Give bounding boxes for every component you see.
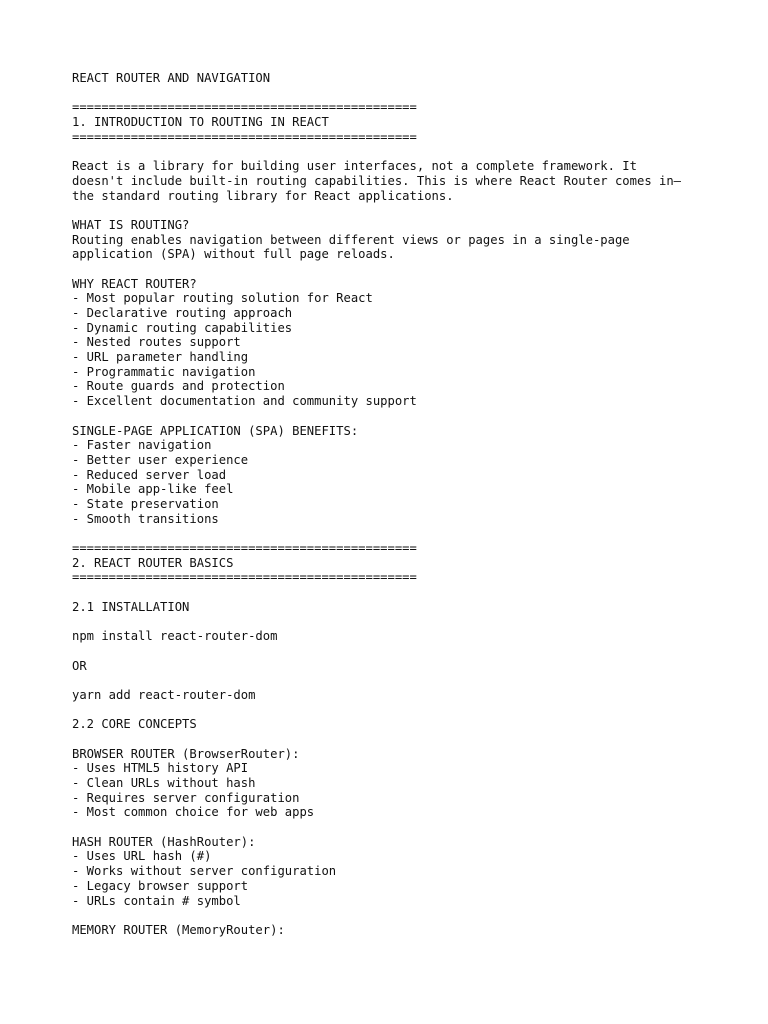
subheading: BROWSER ROUTER (BrowserRouter): <box>72 746 300 761</box>
list-item: - Legacy browser support <box>72 878 249 893</box>
list-item: - Uses HTML5 history API <box>72 761 249 776</box>
section-divider: =============================================== <box>72 541 417 555</box>
blank-line <box>72 732 712 747</box>
list-item: - Better user experience <box>72 452 249 467</box>
list-item: - Mobile app-like feel <box>72 482 234 497</box>
section-divider: =============================================== <box>72 129 417 144</box>
section-heading: 2. REACT ROUTER BASICS <box>72 555 234 570</box>
document-page <box>72 71 712 938</box>
blank-line <box>72 614 712 629</box>
blank-line <box>72 673 712 688</box>
subheading: SINGLE-PAGE APPLICATION (SPA) BENEFITS: <box>72 423 359 438</box>
blank-line <box>72 203 712 218</box>
subheading: 2.1 INSTALLATION <box>72 599 190 614</box>
list-item: - Faster navigation <box>72 438 212 453</box>
paragraph-line: Routing enables navigation between different views or pages in a single-page <box>72 232 630 247</box>
subheading: MEMORY ROUTER (MemoryRouter): <box>72 922 285 937</box>
blank-line <box>72 585 712 600</box>
section-divider: =============================================== <box>72 570 417 585</box>
list-item: - URL parameter handling <box>72 350 249 365</box>
list-item: - Programmatic navigation <box>72 364 256 379</box>
code-line: yarn add react-router-dom <box>72 687 256 702</box>
list-item: - Requires server configuration <box>72 790 300 805</box>
blank-line <box>72 144 712 159</box>
paragraph-line: OR <box>72 658 87 673</box>
list-item: - Most popular routing solution for React <box>72 291 373 306</box>
blank-line <box>72 820 712 835</box>
list-item: - Smooth transitions <box>72 511 219 526</box>
list-item: - Uses URL hash (#) <box>72 849 212 864</box>
list-item: - Works without server configuration <box>72 864 337 879</box>
subheading: WHY REACT ROUTER? <box>72 276 197 291</box>
subheading: HASH ROUTER (HashRouter): <box>72 834 256 849</box>
list-item: - Reduced server load <box>72 467 227 482</box>
list-item: - Clean URLs without hash <box>72 776 256 790</box>
blank-line <box>72 409 712 424</box>
blank-line <box>72 526 712 541</box>
paragraph-line: doesn't include built-in routing capabilities. This is where React Router comes in— <box>72 173 682 188</box>
document-title: REACT ROUTER AND NAVIGATION <box>72 71 271 85</box>
list-item: - Dynamic routing capabilities <box>72 320 293 335</box>
list-item: - Route guards and protection <box>72 379 285 394</box>
blank-line <box>72 908 712 923</box>
list-item: - Nested routes support <box>72 335 241 350</box>
code-line: npm install react-router-dom <box>72 629 278 644</box>
section-divider: =============================================== <box>72 100 417 115</box>
paragraph-line: React is a library for building user interfaces, not a complete framework. It <box>72 159 637 174</box>
blank-line <box>72 86 712 101</box>
list-item: - Declarative routing approach <box>72 306 293 320</box>
blank-line <box>72 262 712 277</box>
list-item: - State preservation <box>72 496 219 511</box>
subheading: 2.2 CORE CONCEPTS <box>72 717 197 732</box>
list-item: - URLs contain # symbol <box>72 893 241 908</box>
section-heading: 1. INTRODUCTION TO ROUTING IN REACT <box>72 115 329 130</box>
subheading: WHAT IS ROUTING? <box>72 217 190 232</box>
list-item: - Most common choice for web apps <box>72 805 315 820</box>
paragraph-line: application (SPA) without full page reloads. <box>72 247 395 262</box>
blank-line <box>72 644 712 659</box>
paragraph-line: the standard routing library for React applications. <box>72 188 454 203</box>
list-item: - Excellent documentation and community support <box>72 394 417 409</box>
blank-line <box>72 703 712 718</box>
